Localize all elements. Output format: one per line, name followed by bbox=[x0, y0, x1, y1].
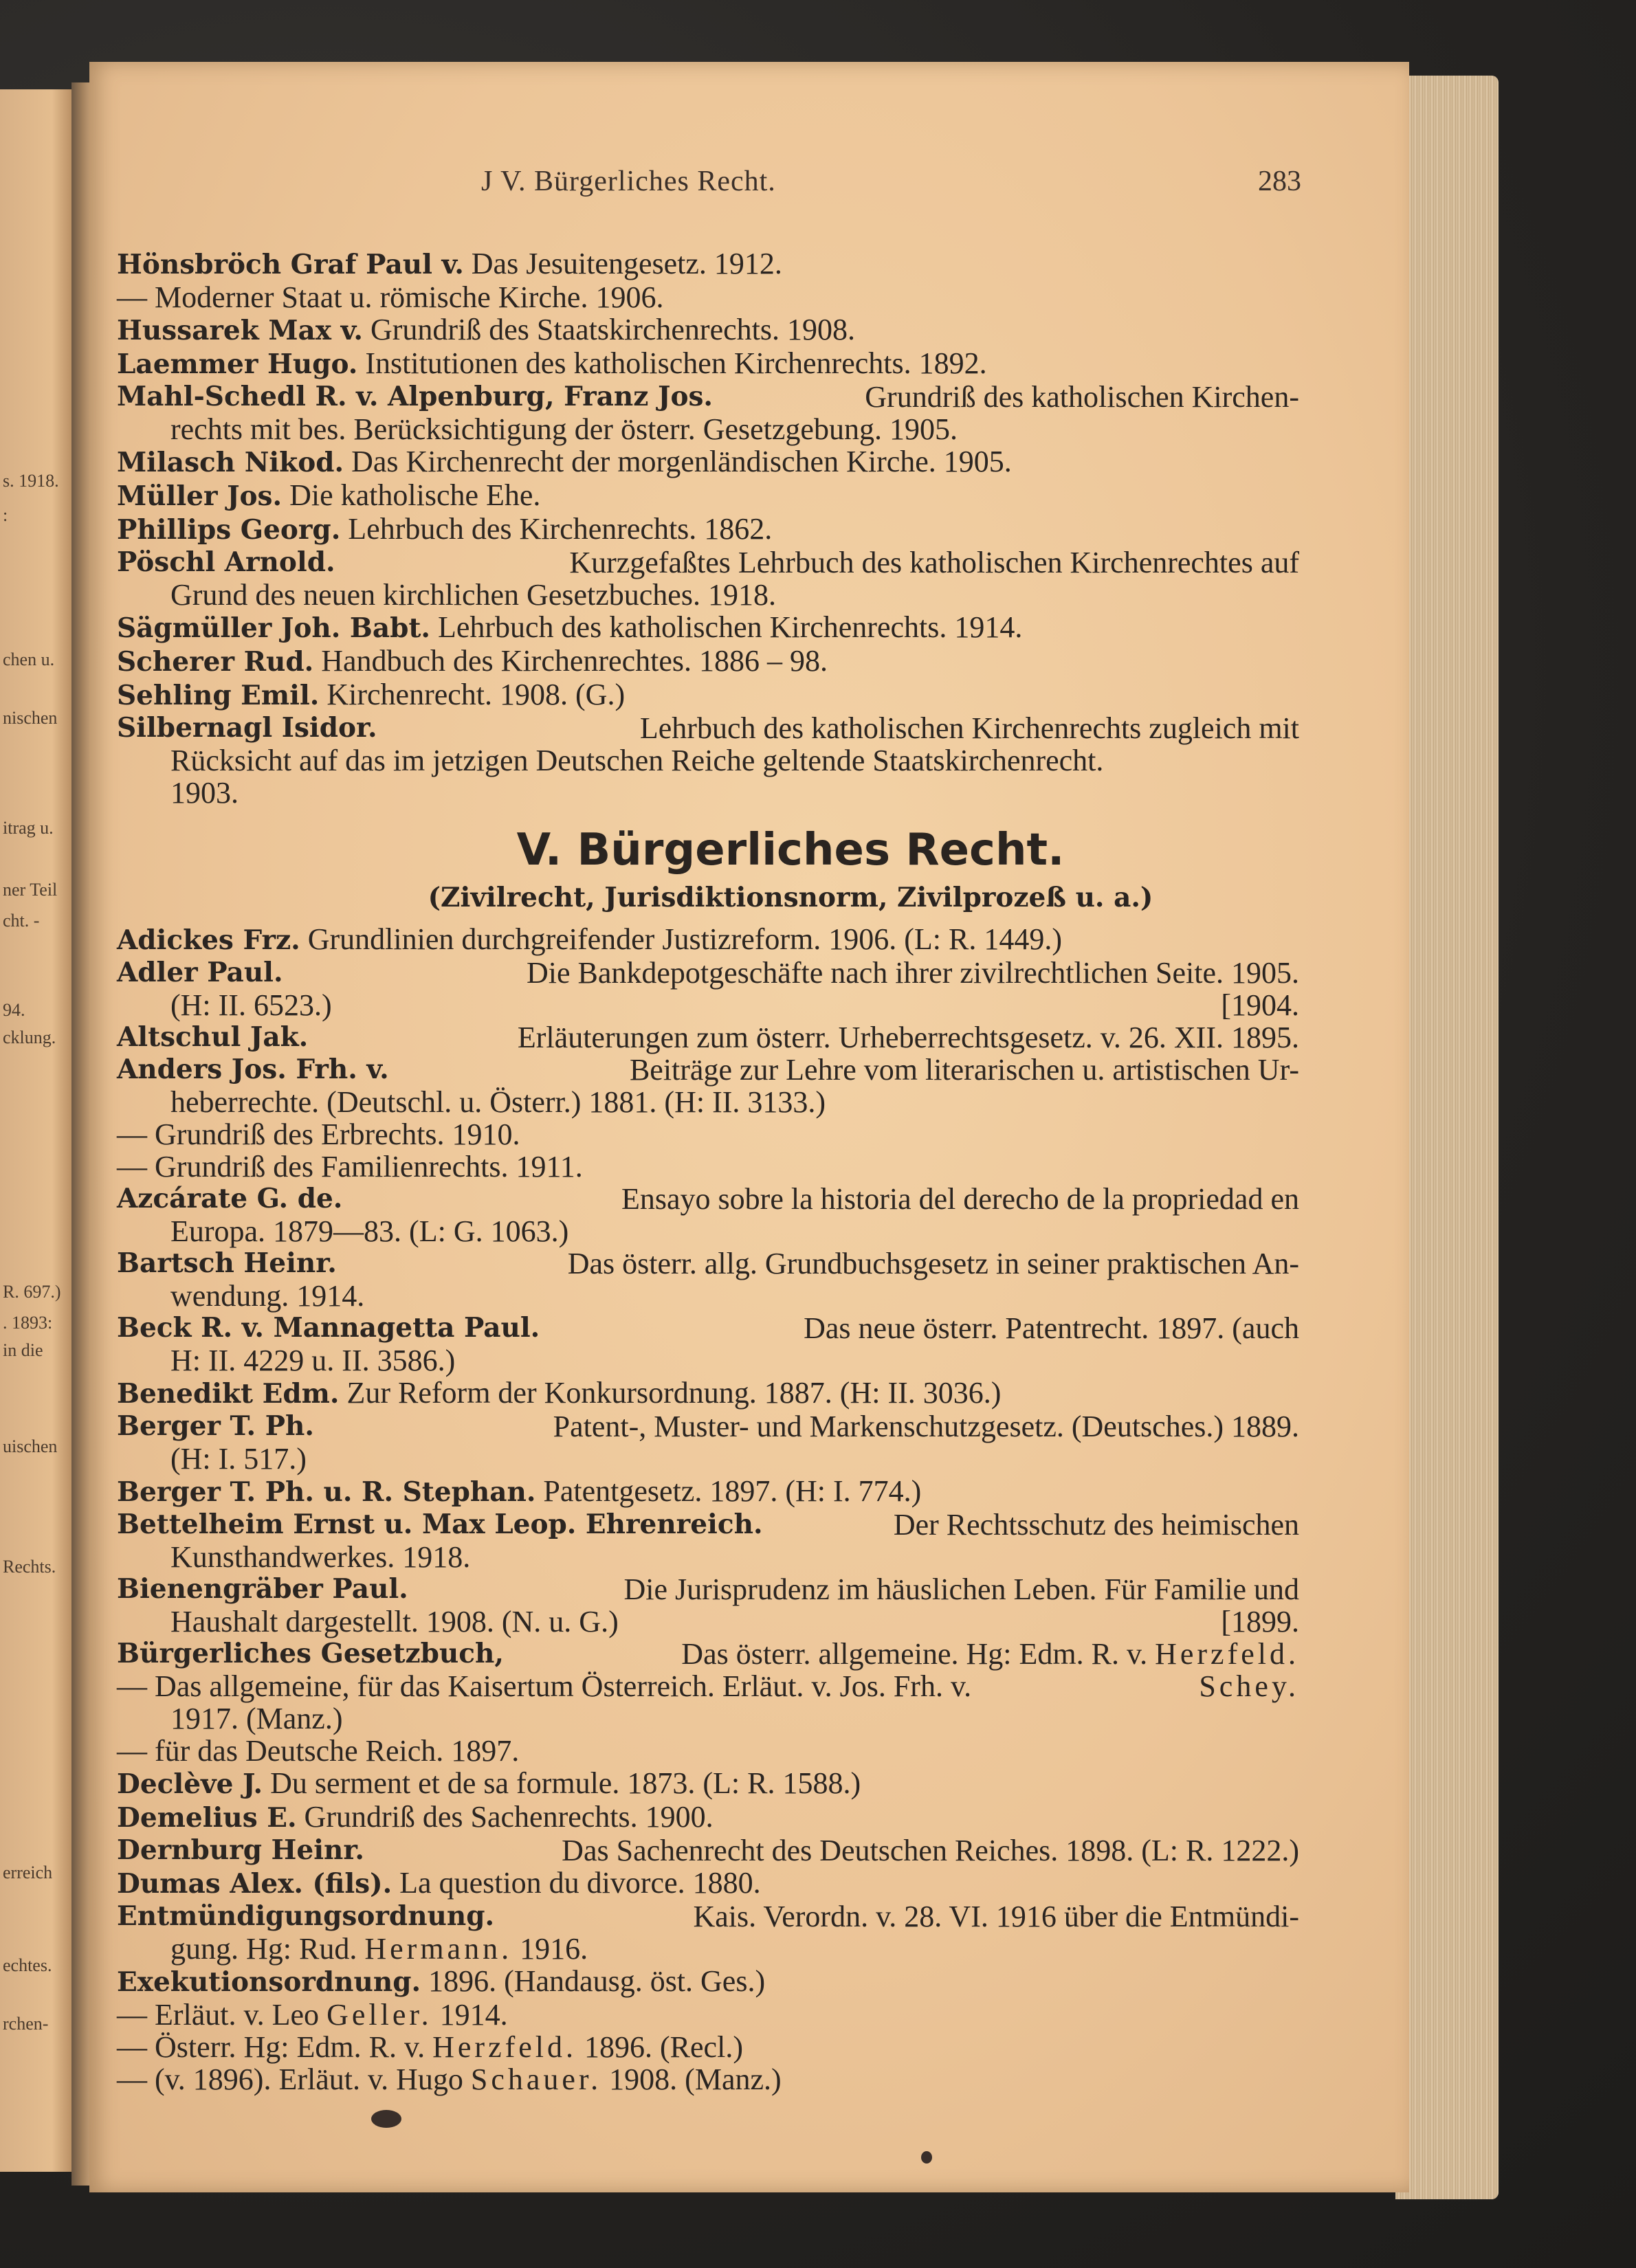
entry-author: Laemmer Hugo. bbox=[117, 348, 358, 380]
entry-decleve bbox=[117, 1767, 1299, 1801]
entry-dumas bbox=[117, 1867, 1299, 1900]
entry-berger bbox=[117, 1410, 1299, 1443]
entry-continuation: Kunsthandwerkes. 1918. bbox=[170, 1540, 471, 1574]
entry-continuation bbox=[117, 1605, 1299, 1638]
entry-text: [1899. bbox=[1221, 1605, 1299, 1638]
entry-author: Berger T. Ph. u. R. Stephan. bbox=[117, 1476, 536, 1508]
entry-text: [1904. bbox=[1221, 988, 1299, 1022]
entry-continuation: 1903. bbox=[170, 776, 239, 810]
entry-adler bbox=[117, 957, 1299, 989]
entry-person: Herzfeld. bbox=[432, 2030, 577, 2064]
entry-author: Hussarek Max v. bbox=[117, 315, 363, 346]
entry-author: Demelius E. bbox=[117, 1802, 297, 1834]
entry-silbernagl bbox=[117, 712, 1299, 744]
entry-dash bbox=[117, 1999, 1299, 2031]
entry-demelius bbox=[117, 1801, 1299, 1834]
entry-dash: — Grundriß des Familienrechts. 1911. bbox=[117, 1150, 583, 1183]
entry-text: 1896. (Recl.) bbox=[584, 2030, 743, 2064]
entry-text: La question du divorce. 1880. bbox=[399, 1866, 761, 1900]
page-edges bbox=[1395, 76, 1499, 2199]
page-number: 283 bbox=[1258, 166, 1301, 197]
entry-text: Institutionen des katholischen Kirchenrechts. 1892. bbox=[365, 346, 987, 380]
entry-continuation: (H: I. 517.) bbox=[170, 1442, 307, 1476]
entry-author: Sehling Emil. bbox=[117, 680, 320, 711]
ink-blot bbox=[371, 2110, 401, 2128]
entry-text: Grundriß des Sachenrechts. 1900. bbox=[304, 1800, 714, 1834]
entry-text: — (v. 1896). Erläut. v. Hugo bbox=[117, 2063, 463, 2096]
entry-scherer bbox=[117, 645, 1299, 678]
entry-author: Phillips Georg. bbox=[117, 514, 341, 546]
entry-bgb bbox=[117, 1638, 1299, 1670]
entry-berger-stephan bbox=[117, 1475, 1299, 1509]
entry-hussarek bbox=[117, 313, 1299, 347]
entry-entmuendigung bbox=[117, 1900, 1299, 1933]
entry-text: Lehrbuch des katholischen Kirchenrechts zugleich mit bbox=[639, 711, 1299, 745]
entry-continuation: wendung. 1914. bbox=[170, 1279, 365, 1313]
entry-author: Silbernagl Isidor. bbox=[117, 712, 377, 744]
entry-mueller bbox=[117, 479, 1299, 513]
entry-text: Das österr. allg. Grundbuchsgesetz in seiner praktischen An- bbox=[567, 1247, 1299, 1280]
entry-text: Kirchenrecht. 1908. (G.) bbox=[327, 678, 626, 711]
entry-text: — Österr. Hg: Edm. R. v. bbox=[117, 2030, 425, 2064]
entry-dash: — für das Deutsche Reich. 1897. bbox=[117, 1734, 520, 1768]
entry-bartsch bbox=[117, 1247, 1299, 1280]
entry-author: Altschul Jak. bbox=[117, 1021, 309, 1053]
entry-dash bbox=[117, 2063, 1299, 2095]
entry-text: Grundlinien durchgreifender Justizreform. 1906. (L: R. 1449.) bbox=[307, 922, 1063, 956]
margin-fragment: rchen- bbox=[3, 2014, 49, 2034]
entry-continuation bbox=[117, 1933, 1299, 1965]
entry-continuation: Europa. 1879—83. (L: G. 1063.) bbox=[170, 1214, 569, 1248]
entry-bienengraeber bbox=[117, 1573, 1299, 1605]
margin-fragment: erreich bbox=[3, 1863, 53, 1882]
entry-text: Das Jesuitengesetz. 1912. bbox=[471, 247, 782, 280]
entry-beck bbox=[117, 1312, 1299, 1344]
running-head: J V. Bürgerliches Recht. bbox=[481, 166, 776, 197]
margin-fragment: : bbox=[3, 505, 8, 525]
margin-fragment: uischen bbox=[3, 1436, 58, 1456]
entry-author: Anders Jos. Frh. v. bbox=[117, 1054, 389, 1085]
margin-fragment: Rechts. bbox=[3, 1557, 56, 1577]
entry-text: 1896. (Handausg. öst. Ges.) bbox=[428, 1964, 766, 1998]
entry-text: Der Rechtsschutz des heimischen bbox=[893, 1508, 1299, 1542]
entry-text: Haushalt dargestellt. 1908. (N. u. G.) bbox=[170, 1605, 619, 1638]
entry-text: Das österr. allgemeine. Hg: Edm. R. v. bbox=[681, 1637, 1148, 1671]
entry-mahl-schedl bbox=[117, 381, 1299, 413]
entry-text: Die katholische Ehe. bbox=[289, 478, 541, 512]
entry-text: Beiträge zur Lehre vom literarischen u. artistischen Ur- bbox=[629, 1053, 1299, 1087]
entry-author: Dernburg Heinr. bbox=[117, 1834, 364, 1866]
entry-author: Adler Paul. bbox=[117, 957, 283, 988]
entry-text: Handbuch des Kirchenrechtes. 1886 – 98. bbox=[321, 644, 828, 678]
margin-fragment: . 1893: bbox=[3, 1313, 53, 1333]
entry-person: Schauer. bbox=[470, 2063, 602, 2096]
entry-person: Hermann. bbox=[364, 1932, 513, 1966]
entry-milasch bbox=[117, 445, 1299, 479]
entry-text: Kurzgefaßtes Lehrbuch des katholischen Kirchenrechtes auf bbox=[569, 546, 1299, 579]
entry-author: Sägmüller Joh. Babt. bbox=[117, 612, 430, 644]
previous-page-edge bbox=[0, 89, 74, 2172]
entry-text: gung. Hg: Rud. bbox=[170, 1932, 357, 1966]
entry-text: Du serment et de sa formule. 1873. (L: R. 1588.) bbox=[270, 1766, 861, 1800]
entry-continuation bbox=[117, 989, 1299, 1021]
margin-fragment: 94. bbox=[3, 1000, 25, 1020]
entry-saegmueller bbox=[117, 611, 1299, 645]
ink-dot bbox=[921, 2151, 932, 2164]
entry-text: Patent-, Muster- und Markenschutzgesetz. (Deutsches.) 1889. bbox=[553, 1410, 1299, 1443]
entry-author: Bartsch Heinr. bbox=[117, 1247, 337, 1279]
margin-fragment: chen u. bbox=[3, 649, 55, 669]
entry-author: Pöschl Arnold. bbox=[117, 546, 335, 578]
entry-sehling bbox=[117, 678, 1299, 712]
entry-continuation: Rücksicht auf das im jetzigen Deutschen Reiche geltende Staatskirchenrecht. bbox=[170, 744, 1104, 777]
entry-phillips bbox=[117, 513, 1299, 546]
entry-text: 1908. (Manz.) bbox=[609, 2063, 782, 2096]
entry-text: Grundriß des katholischen Kirchen- bbox=[865, 380, 1299, 414]
entry-benedikt bbox=[117, 1377, 1299, 1410]
entry-text: — Moderner Staat u. römische Kirche. 1906. bbox=[117, 280, 664, 314]
entry-author: Bienengräber Paul. bbox=[117, 1573, 408, 1605]
entry-altschul bbox=[117, 1021, 1299, 1054]
entry-author: Dumas Alex. (fils). bbox=[117, 1868, 393, 1900]
entry-text: Das neue österr. Patentrecht. 1897. (auch bbox=[804, 1311, 1299, 1345]
entry-author: Bürgerliches Gesetzbuch, bbox=[117, 1638, 504, 1669]
entry-text: Die Jurisprudenz im häuslichen Leben. Für Familie und bbox=[623, 1572, 1299, 1606]
bibliography-list bbox=[117, 247, 1299, 2095]
entry-text: Das Kirchenrecht der morgenländischen Kirche. 1905. bbox=[351, 445, 1012, 478]
entry-dash: — Grundriß des Erbrechts. 1910. bbox=[117, 1118, 520, 1151]
section-subtitle: (Zivilrecht, Jurisdiktionsnorm, Zivilprozeß u. a.) bbox=[428, 882, 1153, 913]
entry-azcarate bbox=[117, 1183, 1299, 1215]
margin-fragment: nischen bbox=[3, 708, 58, 728]
entry-text: Grundriß des Staatskirchenrechts. 1908. bbox=[370, 313, 855, 346]
margin-fragment: R. 697.) bbox=[3, 1282, 61, 1302]
entry-bettelheim bbox=[117, 1509, 1299, 1541]
margin-fragment: cht. - bbox=[3, 911, 40, 931]
entry-dash bbox=[117, 1670, 1299, 1702]
entry-text: Die Bankdepotgeschäfte nach ihrer zivilrechtlichen Seite. 1905. bbox=[526, 956, 1299, 990]
entry-text: Patentgesetz. 1897. (H: I. 774.) bbox=[543, 1474, 922, 1508]
entry-text: — Das allgemeine, für das Kaisertum Österreich. Erläut. v. Jos. Frh. v. bbox=[117, 1669, 972, 1703]
entry-author: Azcárate G. de. bbox=[117, 1183, 343, 1214]
section-title: V. Bürgerliches Recht. bbox=[516, 825, 1065, 876]
margin-fragment: in die bbox=[3, 1340, 43, 1360]
entry-text: Das Sachenrecht des Deutschen Reiches. 1898. (L: R. 1222.) bbox=[562, 1834, 1299, 1867]
entry-author: Entmündigungsordnung. bbox=[117, 1900, 495, 1932]
entry-person: Schey. bbox=[1199, 1669, 1299, 1703]
entry-dash bbox=[117, 2031, 1299, 2063]
margin-fragment: cklung. bbox=[3, 1027, 56, 1047]
entry-person: Herzfeld. bbox=[1155, 1637, 1299, 1671]
entry-dernburg bbox=[117, 1834, 1299, 1867]
entry-author: Mahl-Schedl R. v. Alpenburg, Franz Jos. bbox=[117, 381, 714, 412]
entry-author: Hönsbröch Graf Paul v. bbox=[117, 249, 464, 280]
entry-person: Geller. bbox=[327, 1998, 432, 2032]
entry-text: (H: II. 6523.) bbox=[170, 988, 332, 1022]
margin-fragment: s. 1918. bbox=[3, 471, 59, 491]
entry-continuation: Grund des neuen kirchlichen Gesetzbuches. 1918. bbox=[170, 578, 776, 612]
entry-text: Zur Reform der Konkursordnung. 1887. (H: II. 3036.) bbox=[346, 1376, 1002, 1410]
entry-author: Berger T. Ph. bbox=[117, 1410, 314, 1442]
entry-hoensbroech bbox=[117, 247, 1299, 281]
entry-author: Milasch Nikod. bbox=[117, 447, 344, 478]
entry-author: Benedikt Edm. bbox=[117, 1378, 340, 1410]
entry-continuation: 1917. (Manz.) bbox=[170, 1702, 343, 1735]
entry-dash bbox=[117, 281, 1299, 313]
entry-text: 1914. bbox=[439, 1998, 508, 2032]
entry-author: Scherer Rud. bbox=[117, 646, 314, 678]
entry-text: Erläuterungen zum österr. Urheberrechtsgesetz. v. 26. XII. 1895. bbox=[517, 1021, 1299, 1054]
entry-text: Lehrbuch des Kirchenrechts. 1862. bbox=[348, 512, 773, 546]
entry-text: — Erläut. v. Leo bbox=[117, 1998, 320, 2032]
entry-text: Ensayo sobre la historia del derecho de la propriedad en bbox=[621, 1182, 1299, 1216]
margin-fragment: ner Teil bbox=[3, 880, 58, 900]
entry-text: 1916. bbox=[520, 1932, 588, 1966]
entry-continuation: H: II. 4229 u. II. 3586.) bbox=[170, 1344, 456, 1377]
entry-author: Bettelheim Ernst u. Max Leop. Ehrenreich. bbox=[117, 1509, 763, 1540]
entry-author: Beck R. v. Mannagetta Paul. bbox=[117, 1312, 540, 1344]
entry-adickes bbox=[117, 923, 1299, 957]
entry-author: Exekutionsordnung. bbox=[117, 1966, 421, 1998]
margin-fragment: itrag u. bbox=[3, 818, 54, 838]
entry-author: Adickes Frz. bbox=[117, 924, 300, 956]
entry-laemmer bbox=[117, 347, 1299, 381]
entry-author: Declève J. bbox=[117, 1768, 263, 1800]
entry-anders bbox=[117, 1054, 1299, 1086]
entry-continuation: heberrechte. (Deutschl. u. Österr.) 1881. (H: II. 3133.) bbox=[170, 1085, 826, 1119]
entry-author: Müller Jos. bbox=[117, 480, 283, 512]
entry-poeschl bbox=[117, 546, 1299, 579]
entry-text: Lehrbuch des katholischen Kirchenrechts. 1914. bbox=[437, 610, 1023, 644]
entry-text: Kais. Verordn. v. 28. VI. 1916 über die Entmündi- bbox=[693, 1900, 1299, 1933]
entry-continuation: rechts mit bes. Berücksichtigung der österr. Gesetzgebung. 1905. bbox=[170, 412, 958, 446]
entry-exekution bbox=[117, 1965, 1299, 1999]
margin-fragment: echtes. bbox=[3, 1955, 52, 1975]
